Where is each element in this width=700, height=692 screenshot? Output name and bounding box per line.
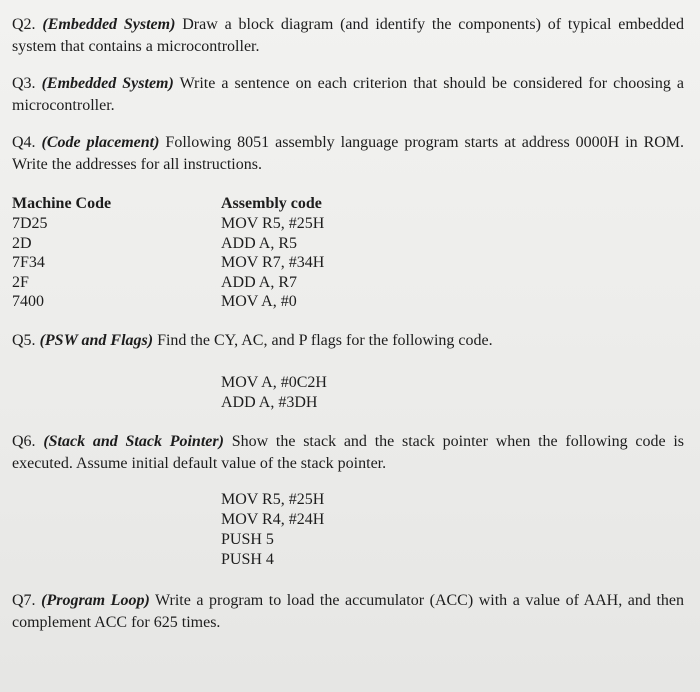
machine-code-header: Machine Code (12, 195, 112, 212)
question-topic: (PSW and Flags) (39, 332, 154, 349)
machine-code-cell: 2F (12, 274, 29, 291)
question-number: Q3. (12, 75, 36, 92)
assembly-code-cell: ADD A, R7 (221, 274, 298, 291)
question-topic: (Code placement) (41, 134, 160, 151)
assembly-code-cell: MOV R5, #25H (221, 215, 325, 232)
question-topic: (Embedded System) (42, 16, 176, 33)
question-q7 (12, 590, 684, 634)
code-line: MOV R5, #25H (221, 491, 325, 508)
question-q4 (12, 132, 684, 176)
question-text: Draw a block diagram (and identify the components) of typical embedded system that contains a microcontroller. (12, 16, 685, 55)
code-line: PUSH 4 (221, 551, 274, 568)
question-q5 (12, 330, 684, 352)
question-text: Write a program to load the accumulator (ACC) with a value of AAH, and then complement ACC for 625 times. (12, 592, 684, 631)
question-number: Q2. (12, 16, 36, 33)
question-text: Following 8051 assembly language program starts at address 0000H in ROM. Write the addresses for all instructions. (12, 134, 685, 173)
assembly-code-header: Assembly code (221, 195, 322, 212)
machine-code-cell: 7400 (12, 293, 44, 310)
question-topic: (Program Loop) (41, 592, 150, 609)
machine-code-cell: 7D25 (12, 215, 48, 232)
assembly-code-cell: ADD A, R5 (221, 235, 298, 252)
code-line: MOV A, #0C2H (221, 374, 327, 391)
question-topic: (Embedded System) (41, 75, 174, 92)
question-q2 (12, 14, 684, 58)
question-q3 (12, 73, 684, 117)
question-q6 (12, 431, 684, 475)
assembly-code-cell: MOV A, #0 (221, 293, 297, 310)
code-line: ADD A, #3DH (221, 394, 318, 411)
question-text: Find the CY, AC, and P flags for the following code. (153, 332, 493, 349)
assembly-code-cell: MOV R7, #34H (221, 254, 325, 271)
code-line: PUSH 5 (221, 531, 274, 548)
machine-code-cell: 2D (12, 235, 32, 252)
question-number: Q6. (12, 433, 36, 450)
question-text: Show the stack and the stack pointer when the following code is executed. Assume initial default value of the stack pointer. (12, 433, 685, 472)
machine-code-cell: 7F34 (12, 254, 45, 271)
question-topic: (Stack and Stack Pointer) (43, 433, 224, 450)
question-number: Q7. (12, 592, 36, 609)
question-number: Q5. (12, 332, 36, 349)
code-line: MOV R4, #24H (221, 511, 325, 528)
question-number: Q4. (12, 134, 36, 151)
question-text: Write a sentence on each criterion that should be considered for choosing a microcontroller. (12, 75, 684, 114)
